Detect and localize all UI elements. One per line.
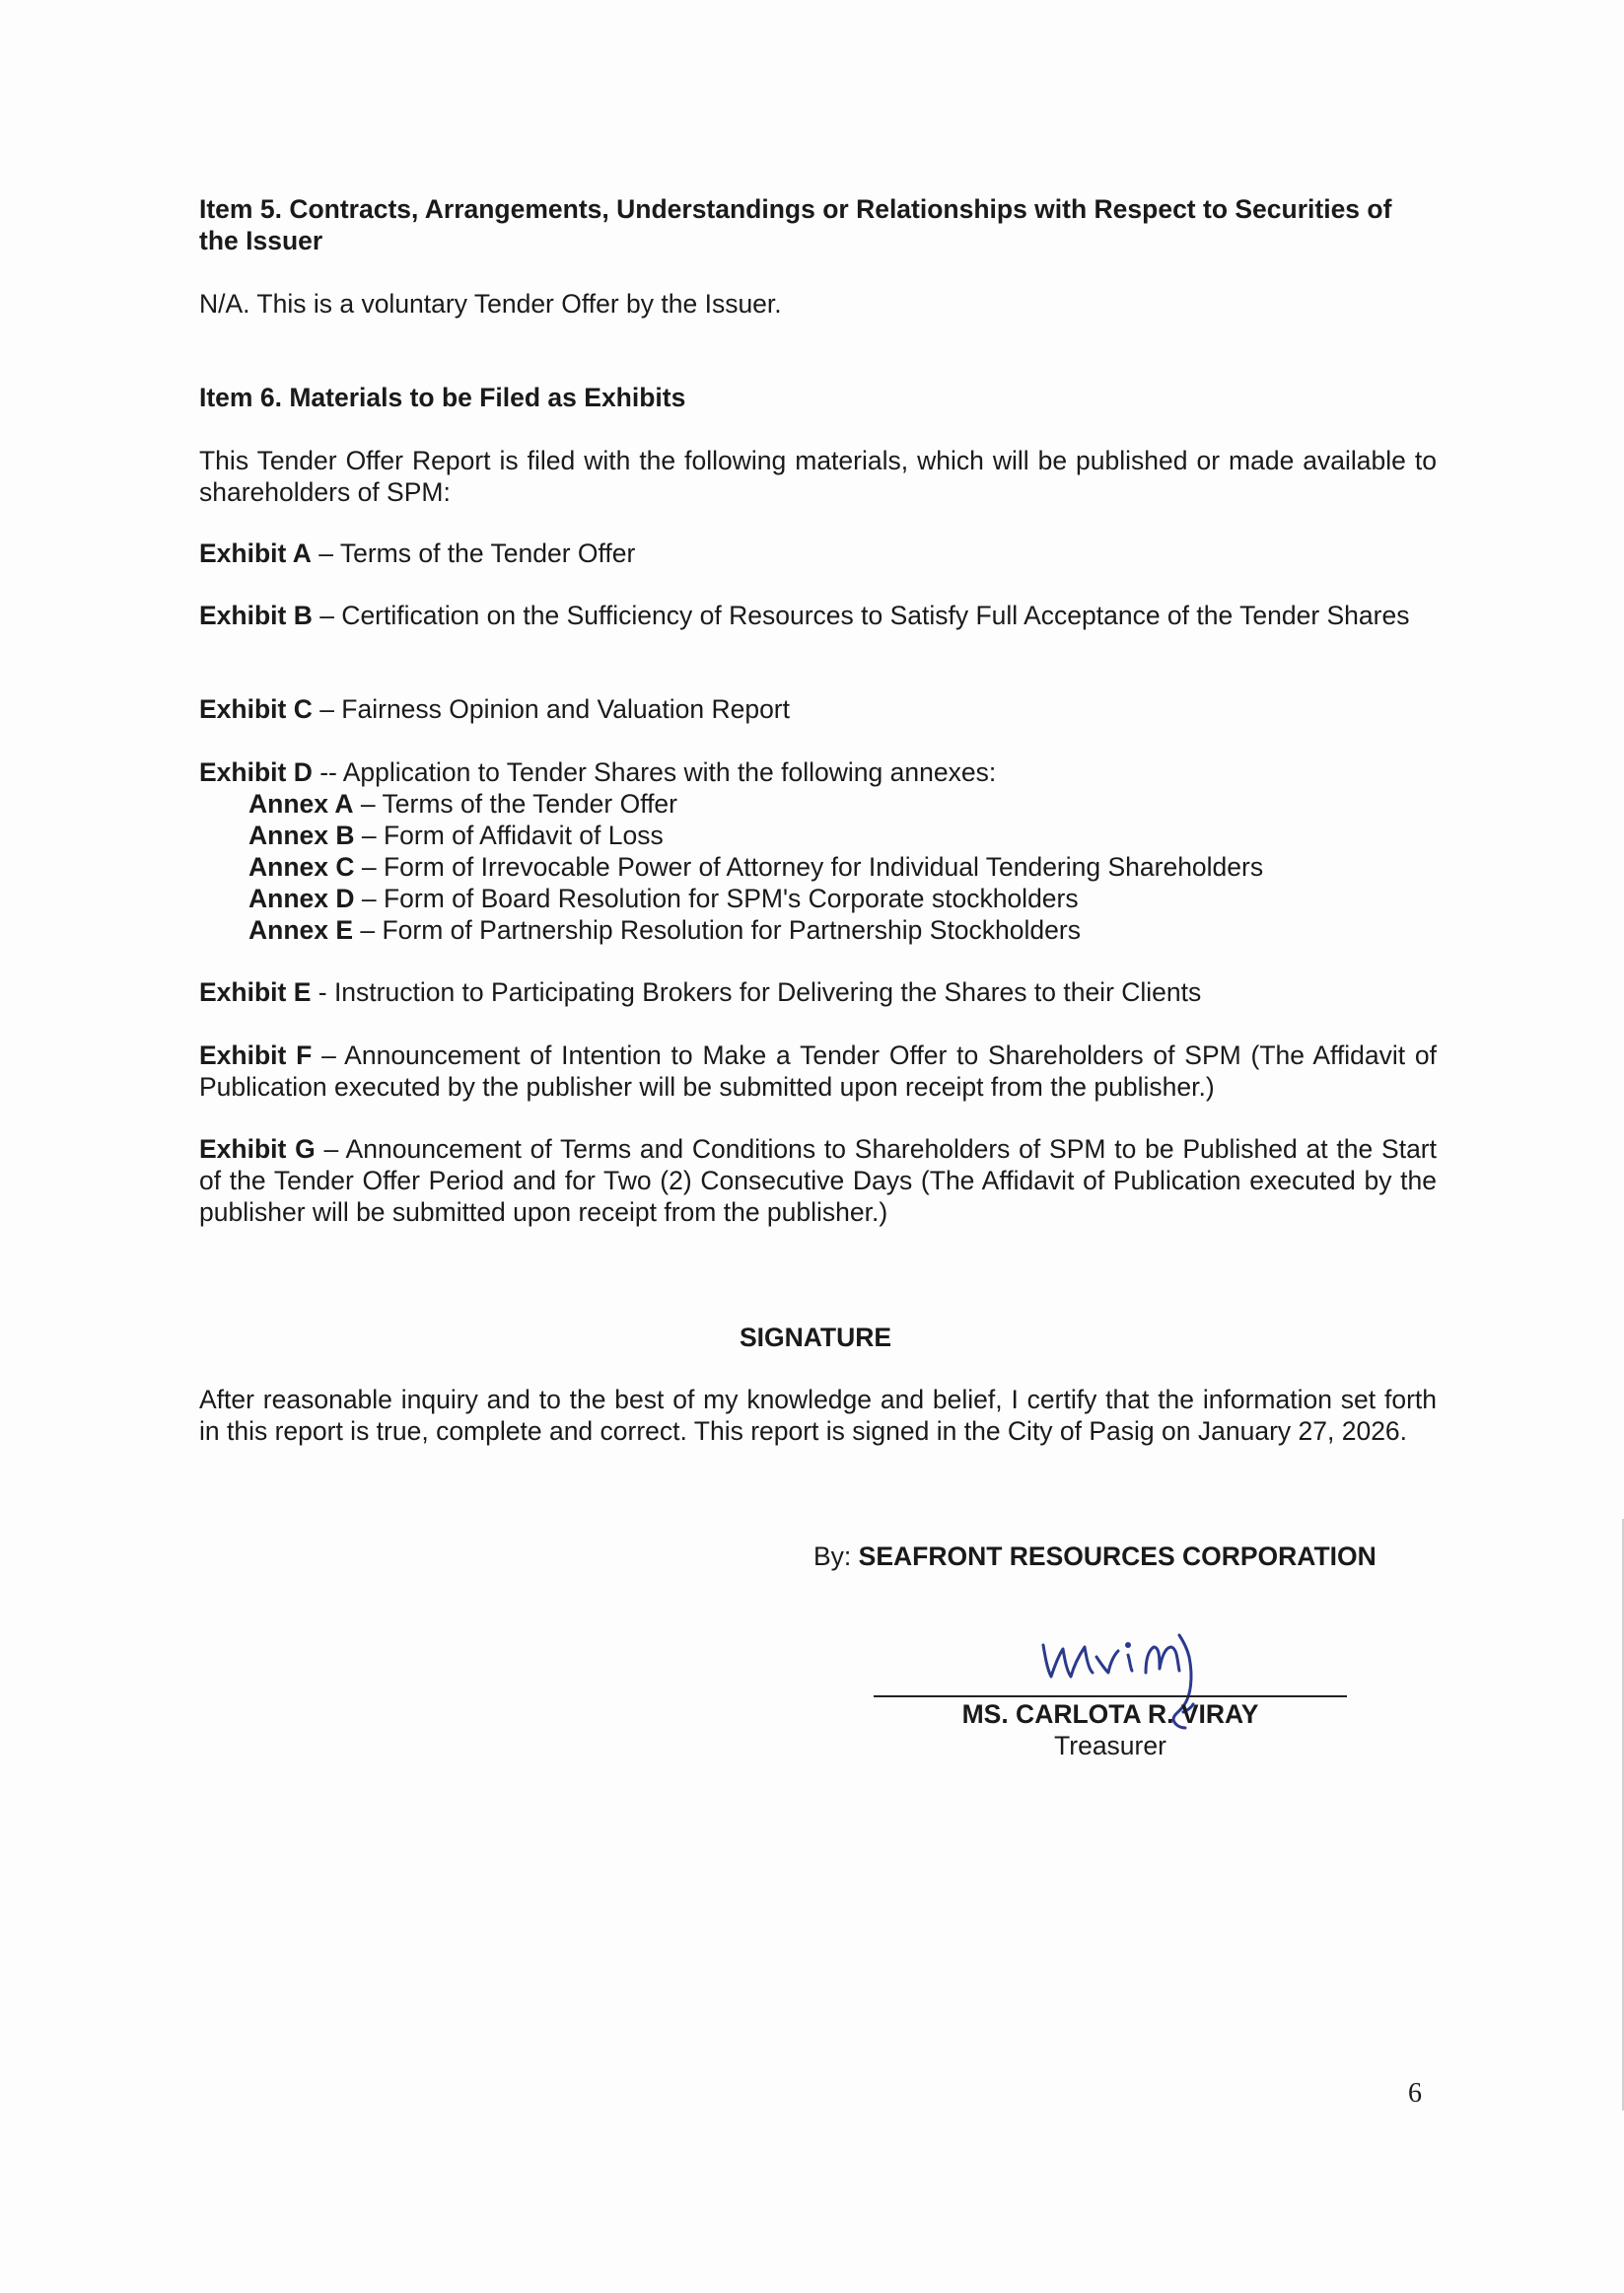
annex-text: – Terms of the Tender Offer [353,789,677,819]
exhibit-e-label: Exhibit E [199,977,312,1007]
exhibit-c [199,693,1437,725]
exhibit-b [199,600,1437,631]
exhibit-e [199,976,1437,1008]
signatory-name: MS. CARLOTA R. VIRAY [961,1699,1259,1729]
annex-item [248,851,1432,883]
signed-by [813,1541,1445,1572]
annex-item [248,820,1432,851]
exhibit-g-label: Exhibit G [199,1134,316,1164]
by-prefix: By: [813,1541,859,1571]
exhibit-g-text: – Announcement of Terms and Conditions to Shareholders of SPM to be Published at the Start of the Tender Offer Period and for Two (2) Consecutive Days (The Affidavit of Publication executed by the publisher will be submitted upon receipt from the publisher.) [199,1134,1437,1227]
signatory-title: Treasurer [1054,1731,1166,1760]
signature-heading: SIGNATURE [739,1323,892,1352]
signature-line [874,1695,1347,1697]
item5-body: N/A. This is a voluntary Tender Offer by the Issuer. [199,289,782,319]
annex-text: – Form of Partnership Resolution for Partnership Stockholders [353,915,1081,945]
exhibit-a [199,537,1437,569]
annex-text: – Form of Board Resolution for SPM's Corporate stockholders [354,884,1079,913]
exhibit-f [199,1039,1437,1103]
signature-certification: After reasonable inquiry and to the best of my knowledge and belief, I certify that the information set forth in this report is true, complete and correct. This report is signed in the City of Pasig on January 27, 2026. [199,1385,1437,1446]
exhibit-d-text: -- Application to Tender Shares with the following annexes: [312,757,997,787]
company-name: SEAFRONT RESOURCES CORPORATION [858,1541,1377,1571]
page-number: 6 [1408,2078,1422,2109]
exhibit-c-label: Exhibit C [199,694,313,724]
exhibit-a-label: Exhibit A [199,538,312,568]
annex-text: – Form of Irrevocable Power of Attorney for Individual Tendering Shareholders [354,852,1264,882]
annex-item [248,914,1432,946]
exhibit-e-text: - Instruction to Participating Brokers for Delivering the Shares to their Clients [311,977,1202,1007]
item6-intro: This Tender Offer Report is filed with the following materials, which will be published or made available to shareholders of SPM: [199,446,1437,507]
exhibit-f-text: – Announcement of Intention to Make a Tender Offer to Shareholders of SPM (The Affidavit of Publication executed by the publisher will be submitted upon receipt from the publisher.) [199,1040,1437,1102]
exhibit-f-label: Exhibit F [199,1040,313,1070]
exhibit-d [199,756,1437,788]
exhibit-a-text: – Terms of the Tender Offer [311,538,636,568]
annex-text: – Form of Affidavit of Loss [354,821,664,850]
annex-label: Annex D [248,884,355,913]
exhibit-g [199,1133,1437,1228]
item6-heading: Item 6. Materials to be Filed as Exhibits [199,383,686,412]
annex-label: Annex B [248,821,355,850]
item5-heading: Item 5. Contracts, Arrangements, Understandings or Relationships with Respect to Securities of the Issuer [199,194,1392,255]
exhibit-b-text: – Certification on the Sufficiency of Resources to Satisfy Full Acceptance of the Tender Shares [312,601,1410,630]
annex-label: Annex E [248,915,354,945]
annex-item [248,788,1432,820]
annex-list [248,788,1432,946]
annex-label: Annex A [248,789,354,819]
exhibit-c-text: – Fairness Opinion and Valuation Report [312,694,790,724]
annex-label: Annex C [248,852,355,882]
exhibit-b-label: Exhibit B [199,601,313,630]
exhibit-d-label: Exhibit D [199,757,313,787]
annex-item [248,883,1432,914]
